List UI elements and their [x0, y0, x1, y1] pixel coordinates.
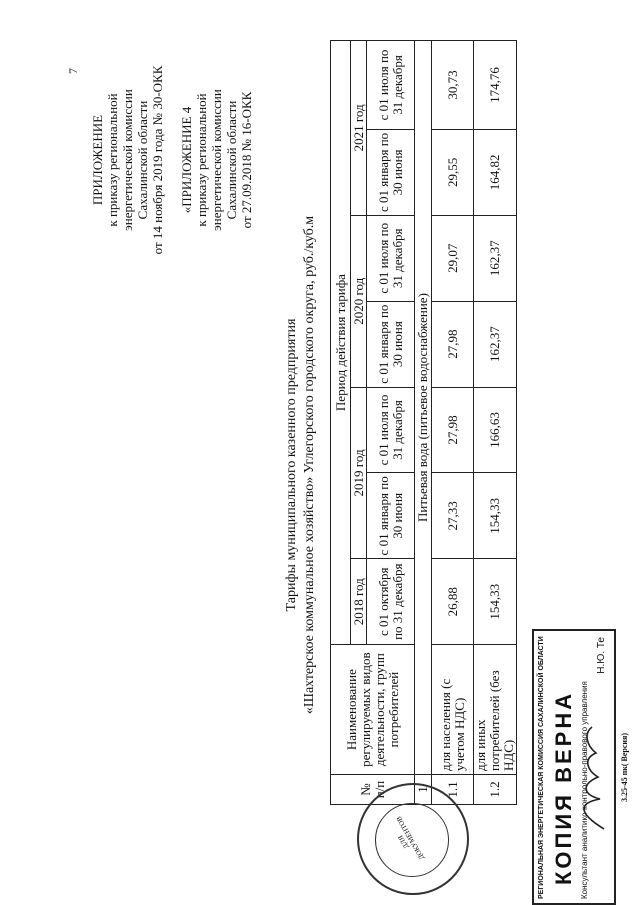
copy-stamp — [532, 629, 616, 905]
header-year: 2018 год — [351, 559, 367, 645]
header-year: 2019 год — [351, 387, 367, 559]
appendix-block — [90, 25, 254, 295]
stamp-org: РЕГИОНАЛЬНАЯ ЭНЕРГЕТИЧЕСКАЯ КОМИССИЯ САХАЛИНСКОЙ ОБЛАСТИ — [538, 636, 545, 899]
header-name: Наименование регулируемых видов деятельности, групп потребителей — [331, 645, 415, 775]
tariff-table — [330, 40, 517, 805]
stamp-position: Консультант аналитико-контрольно-правового управления — [580, 681, 589, 899]
header-sub: с 01 января по 30 июня — [367, 129, 415, 215]
appendix-line: Сахалинской области — [224, 100, 239, 220]
header-sub: с 01 июля по 31 декабря — [367, 215, 415, 301]
row-num: 1.2 — [474, 775, 517, 805]
row-num: 1.1 — [432, 775, 474, 805]
appendix-line: от 14 ноября 2019 года № 30-ОКК — [150, 65, 165, 255]
header-sub: с 01 января по 30 июня — [367, 301, 415, 387]
title-line: «Шахтерское коммунальное хозяйство» Углегорского городского округа, руб./куб.м — [302, 215, 317, 715]
row-value: 162,37 — [474, 301, 517, 387]
table-row — [432, 41, 474, 805]
header-sub: с 01 июля по 31 декабря — [367, 41, 415, 130]
stamp-main: КОПИЯ ВЕРНА — [551, 690, 576, 885]
header-sub: с 01 октября по 31 декабря — [367, 559, 415, 645]
row-value: 164,82 — [474, 129, 517, 215]
appendix-line: ПРИЛОЖЕНИЕ — [90, 114, 105, 206]
header-year: 2021 год — [351, 41, 367, 216]
row-name: для населения (с учетом НДС) — [432, 645, 474, 775]
row-value: 162,37 — [474, 215, 517, 301]
appendix-line: Сахалинской области — [135, 100, 150, 220]
header-period: Период действия тарифа — [331, 41, 351, 645]
seal-text: ДЛЯ ДОКУМЕНТОВ — [394, 814, 427, 862]
section-title: Питьевая вода (питьевое водоснабжение) — [415, 41, 432, 775]
row-value: 29,55 — [432, 129, 474, 215]
row-value: 174,76 — [474, 41, 517, 130]
page-number: 7 — [66, 68, 80, 74]
row-value: 30,73 — [432, 41, 474, 130]
appendix-line: к приказу региональной — [194, 93, 209, 227]
row-value: 29,07 — [432, 215, 474, 301]
header-sub: с 01 июля по 31 декабря — [367, 387, 415, 473]
row-value: 27,98 — [432, 301, 474, 387]
appendix-line: от 27.09.2018 № 16-ОКК — [239, 91, 254, 229]
row-name: для иных потребителей (без НДС) — [474, 645, 517, 775]
row-value: 154,33 — [474, 559, 517, 645]
header-num: № п/п — [331, 775, 415, 805]
round-seal — [357, 783, 469, 895]
appendix-line: «ПРИЛОЖЕНИЕ 4 — [179, 106, 194, 214]
section-index: 1 — [415, 775, 432, 805]
footer-code: 3.25-45 пк( Версия) — [620, 732, 629, 802]
header-year: 2020 год — [351, 215, 367, 387]
row-value: 166,63 — [474, 387, 517, 473]
row-value: 154,33 — [474, 473, 517, 559]
stamp-name: Н.Ю. Те — [596, 637, 607, 674]
appendix-line: энергетической комиссии — [120, 89, 135, 231]
appendix-line: к приказу региональной — [105, 93, 120, 227]
row-value: 26,88 — [432, 559, 474, 645]
appendix-line: энергетической комиссии — [209, 89, 224, 231]
row-value: 27,98 — [432, 387, 474, 473]
table-row — [474, 41, 517, 805]
document-title — [283, 155, 319, 775]
title-line: Тарифы муниципального казенного предприятия — [284, 318, 299, 612]
header-sub: с 01 января по 30 июня — [367, 473, 415, 559]
row-value: 27,33 — [432, 473, 474, 559]
signature-icon — [574, 723, 610, 833]
